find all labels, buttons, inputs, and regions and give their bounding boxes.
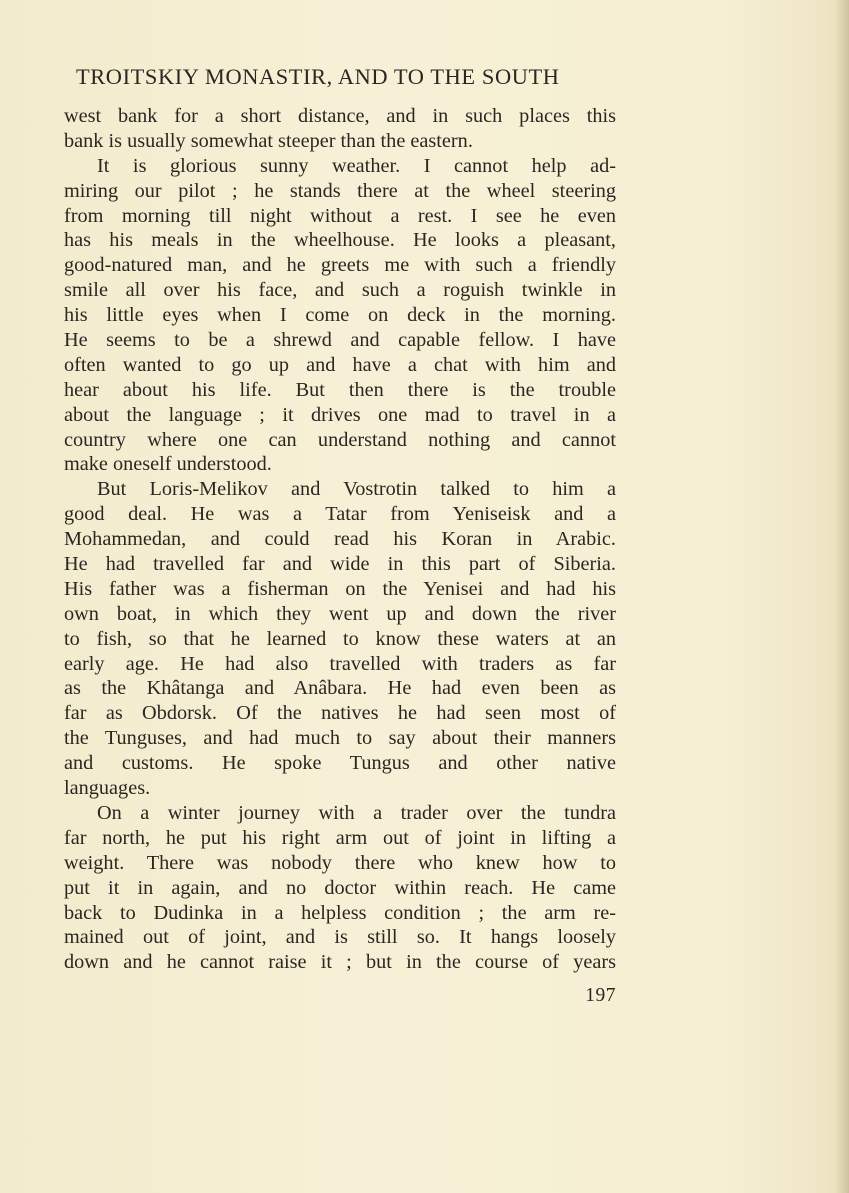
text-line: country where one can understand nothing and cannot (64, 428, 616, 451)
text-line: smile all over his face, and such a roguish twinkle in (64, 279, 616, 302)
text-line: back to Dudinka in a helpless condition ; the arm re- (64, 901, 616, 924)
text-line: It is glorious sunny weather. I cannot help ad- (97, 154, 616, 177)
text-line: his little eyes when I come on deck in the morning. (64, 304, 616, 327)
text-line: mained out of joint, and is still so. It hangs loosely (64, 926, 616, 949)
text-line: He seems to be a shrewd and capable fellow. I have (64, 329, 616, 352)
text-line: hear about his life. But then there is the trouble (64, 378, 616, 401)
text-line: put it in again, and no doctor within reach. He came (64, 876, 616, 899)
text-line: languages. (64, 777, 151, 800)
page-edge-shadow (835, 0, 849, 1193)
text-line: His father was a fisherman on the Yenisei and had his (64, 577, 616, 600)
text-line: good-natured man, and he greets me with such a friendly (64, 254, 616, 277)
text-line: far as Obdorsk. Of the natives he had seen most of (64, 702, 616, 725)
text-line: west bank for a short distance, and in such places this (64, 105, 616, 127)
text-line: own boat, in which they went up and down the river (64, 602, 616, 625)
text-line: about the language ; it drives one mad to travel in a (64, 403, 616, 426)
text-line: On a winter journey with a trader over the tundra (97, 801, 616, 824)
text-line: make oneself understood. (64, 453, 272, 476)
text-line: early age. He had also travelled with traders as far (64, 652, 616, 675)
text-line: weight. There was nobody there who knew how to (64, 851, 616, 874)
text-line: and customs. He spoke Tungus and other native (64, 752, 616, 775)
body-text (64, 104, 616, 975)
running-head: TROITSKIY MONASTIR, AND TO THE SOUTH (76, 64, 560, 89)
text-line: from morning till night without a rest. I see he even (64, 204, 616, 227)
text-line: bank is usually somewhat steeper than the eastern. (64, 129, 473, 152)
text-line: But Loris-Melikov and Vostrotin talked to him a (97, 478, 616, 501)
text-line: has his meals in the wheelhouse. He looks a pleasant, (64, 229, 616, 252)
text-line: to fish, so that he learned to know these waters at an (64, 627, 616, 650)
page-number: 197 (585, 985, 616, 1006)
text-line: miring our pilot ; he stands there at the wheel steering (64, 179, 616, 202)
text-line: as the Khâtanga and Anâbara. He had even been as (64, 677, 616, 700)
text-line: far north, he put his right arm out of joint in lifting a (64, 826, 616, 849)
text-line: down and he cannot raise it ; but in the course of years (64, 951, 616, 974)
text-line: often wanted to go up and have a chat with him and (64, 353, 616, 376)
text-line: the Tunguses, and had much to say about their manners (64, 727, 616, 750)
text-line: He had travelled far and wide in this part of Siberia. (64, 553, 616, 576)
text-line: Mohammedan, and could read his Koran in Arabic. (64, 528, 616, 551)
text-line: good deal. He was a Tatar from Yeniseisk and a (64, 503, 616, 526)
